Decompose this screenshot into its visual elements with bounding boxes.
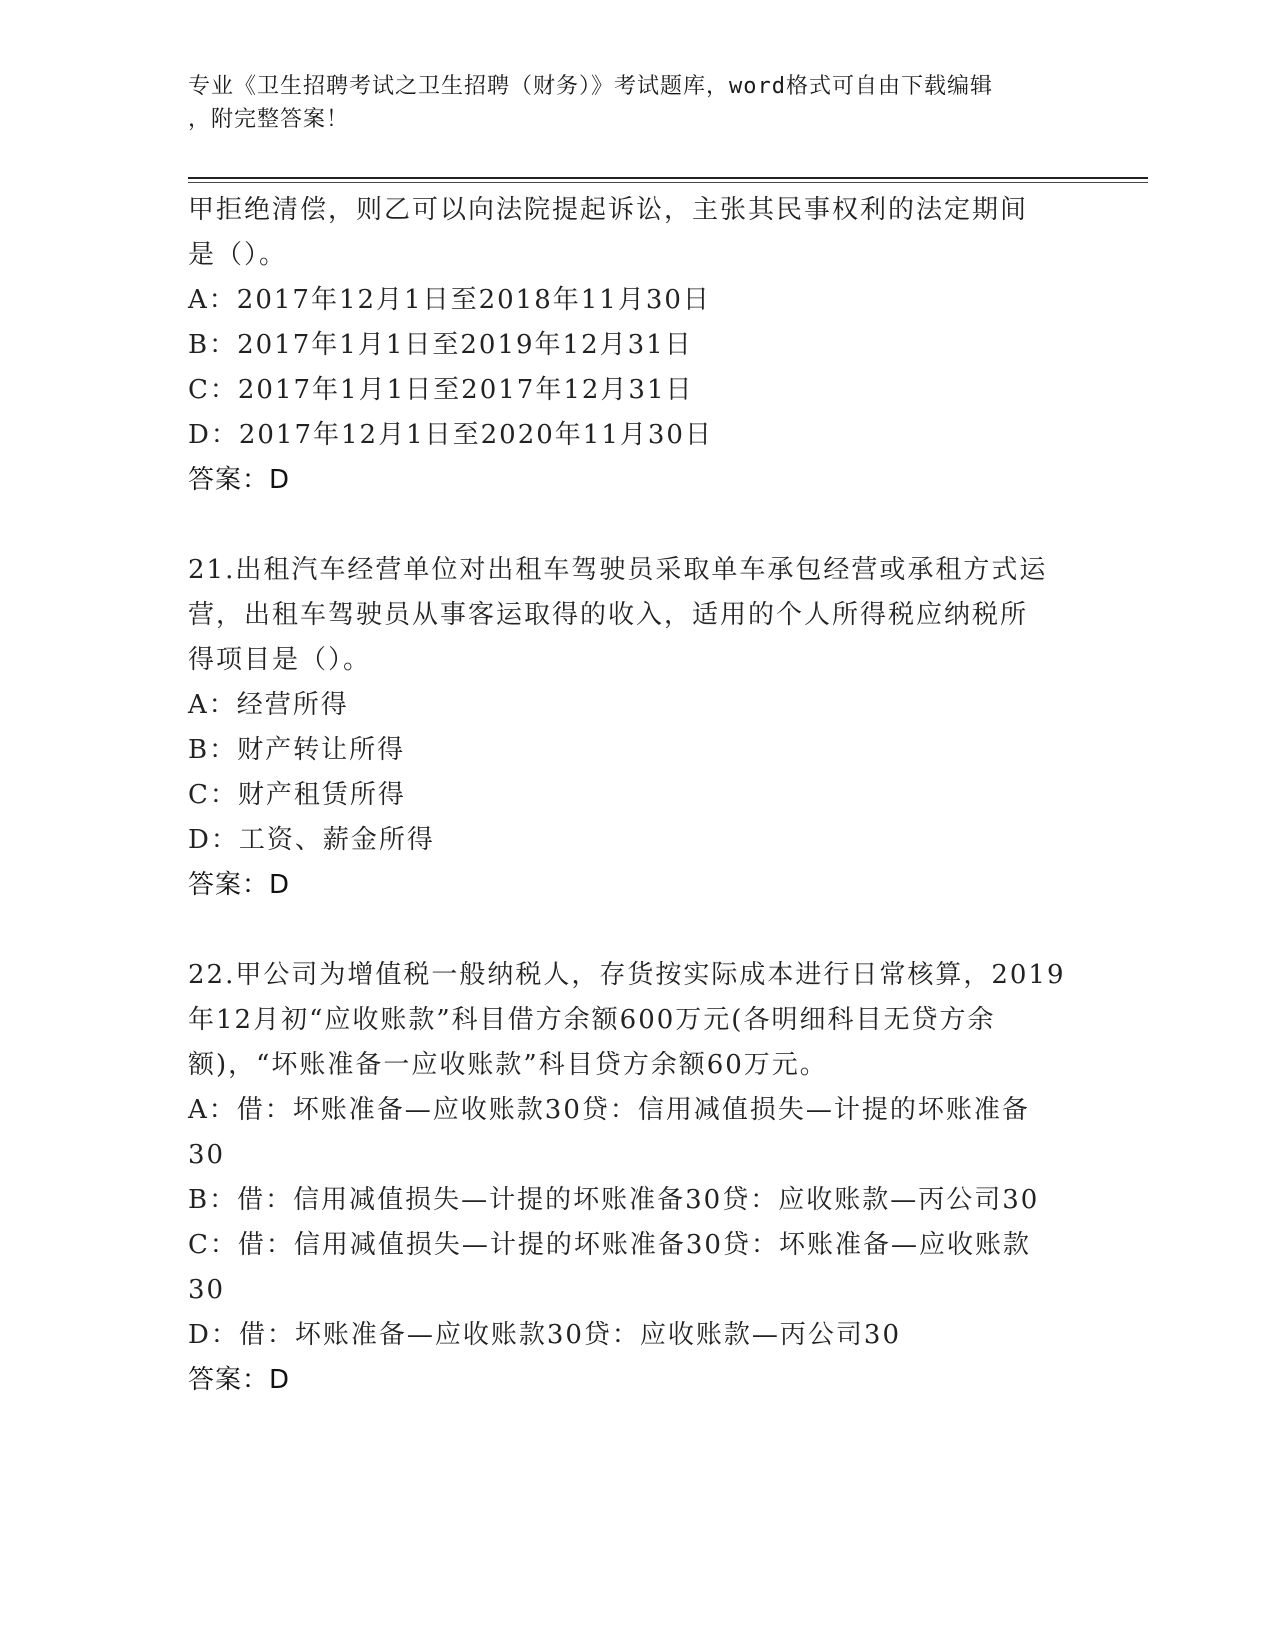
header-line-2: ，附完整答案！ xyxy=(188,107,350,132)
option-d: D：2017年12月1日至2020年11月30日 xyxy=(188,420,713,450)
option-d: D：工资、薪金所得 xyxy=(188,825,435,855)
header-line-1: 专业《卫生招聘考试之卫生招聘（财务）》考试题库，word格式可自由下载编辑 xyxy=(188,74,993,99)
option-d: D：借：坏账准备—应收账款30贷：应收账款—丙公司30 xyxy=(188,1320,902,1350)
answer-line: 答案：D xyxy=(188,870,291,900)
option-c: C：2017年1月1日至2017年12月31日 xyxy=(188,375,694,405)
option-c-continued: 30 xyxy=(188,1275,226,1305)
answer-line: 答案：D xyxy=(188,1365,291,1395)
question-stem-line: 22.甲公司为增值税一般纳税人，存货按实际成本进行日常核算，2019 xyxy=(188,960,1066,990)
option-b: B：借：信用减值损失—计提的坏账准备30贷：应收账款—丙公司30 xyxy=(188,1185,1040,1215)
question-stem-line: 年12月初“应收账款”科目借方余额600万元(各明细科目无贷方余 xyxy=(188,1005,996,1035)
question-spacer xyxy=(188,503,1088,548)
question-content xyxy=(188,188,1088,1403)
option-a: A：借：坏账准备—应收账款30贷：信用减值损失—计提的坏账准备 xyxy=(188,1095,1030,1125)
option-b: B：财产转让所得 xyxy=(188,735,406,765)
question-stem-line: 是（）。 xyxy=(188,240,288,270)
option-c: C：财产租赁所得 xyxy=(188,780,406,810)
header-divider-thin xyxy=(188,182,1148,183)
header-divider-thick xyxy=(188,177,1148,179)
question-stem-line: 额)，“坏账准备一应收账款”科目贷方余额60万元。 xyxy=(188,1050,828,1080)
question-spacer xyxy=(188,908,1088,953)
option-b: B：2017年1月1日至2019年12月31日 xyxy=(188,330,693,360)
question-stem-line: 营，出租车驾驶员从事客运取得的收入，适用的个人所得税应纳税所 xyxy=(188,600,1029,630)
question-stem-line: 21.出租汽车经营单位对出租车驾驶员采取单车承包经营或承租方式运 xyxy=(188,555,1048,585)
answer-line: 答案：D xyxy=(188,465,291,495)
option-a-continued: 30 xyxy=(188,1140,226,1170)
question-21 xyxy=(188,548,1088,908)
question-22 xyxy=(188,953,1088,1403)
question-20 xyxy=(188,188,1088,503)
question-stem-line: 得项目是（）。 xyxy=(188,645,372,675)
document-header xyxy=(188,70,1068,136)
question-stem-line: 甲拒绝清偿，则乙可以向法院提起诉讼，主张其民事权利的法定期间 xyxy=(188,195,1029,225)
option-a: A：经营所得 xyxy=(188,690,349,720)
option-a: A：2017年12月1日至2018年11月30日 xyxy=(188,285,711,315)
option-c: C：借：信用减值损失—计提的坏账准备30贷：坏账准备—应收账款 xyxy=(188,1230,1031,1260)
